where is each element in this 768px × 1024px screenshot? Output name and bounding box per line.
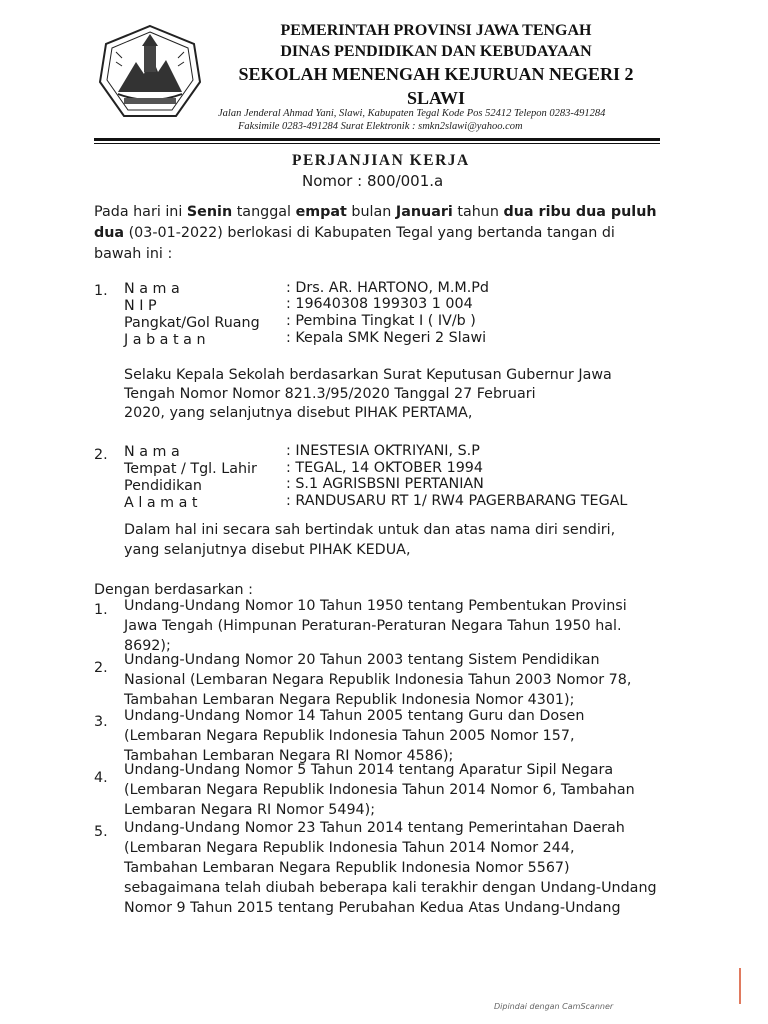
letterhead-rule-thick: [94, 138, 660, 141]
document-number: Nomor : 800/001.a: [302, 172, 444, 190]
basis-item-3-number: 3.: [94, 714, 108, 730]
basis-item-1-line: 8692);: [124, 638, 171, 654]
intro-text: tanggal: [232, 204, 296, 220]
basis-item-5-line: sebagaimana telah diubah beberapa kali terakhir dengan Undang-Undang: [124, 880, 657, 896]
basis-item-3-line: Tambahan Lembaran Negara RI Nomor 4586);: [124, 748, 454, 764]
intro-text: tahun: [452, 204, 504, 220]
scan-edge-mark: [739, 968, 741, 1004]
basis-item-5-line: Undang-Undang Nomor 23 Tahun 2014 tentang Pemerintahan Daerah: [124, 820, 625, 836]
party1-value-rank: : Pembina Tingkat I ( IV/b ): [286, 313, 476, 329]
party1-value-nip: : 19640308 199303 1 004: [286, 296, 473, 312]
basis-item-2-line: Undang-Undang Nomor 20 Tahun 2003 tentang Sistem Pendidikan: [124, 652, 600, 668]
document-title: PERJANJIAN KERJA: [292, 152, 470, 169]
basis-item-2-line: Tambahan Lembaran Negara Republik Indonesia Nomor 4301);: [124, 692, 575, 708]
party2-label-education: Pendidikan: [124, 478, 202, 494]
party1-desc-3: 2020, yang selanjutnya disebut PIHAK PERTAMA,: [124, 405, 473, 421]
basis-item-5-number: 5.: [94, 824, 108, 840]
intro-text: bulan: [346, 204, 396, 220]
intro-text: (03-01-2022) berlokasi di Kabupaten Tegal yang bertanda tangan di: [124, 225, 615, 241]
basis-item-4-line: Undang-Undang Nomor 5 Tahun 2014 tentang Aparatur Sipil Negara: [124, 762, 614, 778]
party1-desc-2: Tengah Nomor Nomor 821.3/95/2020 Tanggal 27 Februari: [124, 386, 536, 402]
basis-item-1-line: Undang-Undang Nomor 10 Tahun 1950 tentang Pembentukan Provinsi: [124, 598, 627, 614]
basis-item-2-number: 2.: [94, 660, 108, 676]
intro-year: dua ribu dua puluh: [503, 204, 657, 220]
basis-heading: Dengan berdasarkan :: [94, 582, 253, 598]
party2-desc-1: Dalam hal ini secara sah bertindak untuk dan atas nama diri sendiri,: [124, 522, 616, 538]
basis-item-5-line: (Lembaran Negara Republik Indonesia Tahun 2014 Nomor 244,: [124, 840, 575, 856]
party2-label-birth: Tempat / Tgl. Lahir: [124, 461, 257, 477]
basis-item-5-line: Nomor 9 Tahun 2015 tentang Perubahan Kedua Atas Undang-Undang: [124, 900, 621, 916]
intro-text: Pada hari ini: [94, 204, 187, 220]
letterhead-line-3: SEKOLAH MENENGAH KEJURUAN NEGERI 2: [238, 64, 634, 84]
party2-value-name: : INESTESIA OKTRIYANI, S.P: [286, 443, 480, 459]
party1-value-position: : Kepala SMK Negeri 2 Slawi: [286, 330, 487, 346]
party2-value-address: : RANDUSARU RT 1/ RW4 PAGERBARANG TEGAL: [286, 493, 628, 509]
letterhead-line-1: PEMERINTAH PROVINSI JAWA TENGAH: [280, 22, 592, 39]
party2-label-name: N a m a: [124, 444, 180, 460]
party2-value-education: : S.1 AGRISBSNI PERTANIAN: [286, 476, 484, 492]
party1-label-position: J a b a t a n: [124, 332, 206, 348]
party1-desc-1: Selaku Kepala Sekolah berdasarkan Surat Keputusan Gubernur Jawa: [124, 367, 612, 383]
party2-value-birth: : TEGAL, 14 OKTOBER 1994: [286, 460, 483, 476]
party1-value-name: : Drs. AR. HARTONO, M.M.Pd: [286, 280, 489, 296]
intro-line-2: [94, 225, 615, 241]
basis-item-4-line: (Lembaran Negara Republik Indonesia Tahun 2014 Nomor 6, Tambahan: [124, 782, 635, 798]
basis-item-1-number: 1.: [94, 602, 108, 618]
letterhead-rule-thin: [94, 143, 660, 144]
party2-label-address: A l a m a t: [124, 495, 198, 511]
party2-number: 2.: [94, 447, 108, 463]
party1-label-name: N a m a: [124, 281, 180, 297]
intro-line-1: [94, 204, 657, 220]
basis-item-5-line: Tambahan Lembaran Negara Republik Indonesia Nomor 5567): [124, 860, 570, 876]
intro-line-3: bawah ini :: [94, 246, 173, 262]
basis-item-4-number: 4.: [94, 770, 108, 786]
letterhead: [216, 20, 656, 110]
basis-item-2-line: Nasional (Lembaran Negara Republik Indonesia Tahun 2003 Nomor 78,: [124, 672, 632, 688]
party1-label-rank: Pangkat/Gol Ruang: [124, 315, 260, 331]
jawa-tengah-emblem-icon: [96, 22, 204, 124]
letterhead-address-2: Faksimile 0283-491284 Surat Elektronik : smkn2slawi@yahoo.com: [238, 121, 523, 132]
basis-item-4-line: Lembaran Negara RI Nomor 5494);: [124, 802, 376, 818]
letterhead-line-2: DINAS PENDIDIKAN DAN KEBUDAYAAN: [280, 43, 592, 60]
scanner-watermark: Dipindai dengan CamScanner: [494, 1002, 614, 1011]
basis-item-3-line: Undang-Undang Nomor 14 Tahun 2005 tentang Guru dan Dosen: [124, 708, 585, 724]
party1-number: 1.: [94, 283, 108, 299]
party1-label-nip: N I P: [124, 298, 157, 314]
basis-item-3-line: (Lembaran Negara Republik Indonesia Tahun 2005 Nomor 157,: [124, 728, 575, 744]
intro-day: Senin: [186, 204, 233, 220]
intro-year-end: dua: [94, 225, 125, 241]
party2-desc-2: yang selanjutnya disebut PIHAK KEDUA,: [124, 542, 411, 558]
intro-month: Januari: [395, 204, 453, 220]
letterhead-address-1: Jalan Jenderal Ahmad Yani, Slawi, Kabupaten Tegal Kode Pos 52412 Telepon 0283-491284: [218, 108, 606, 119]
basis-item-1-line: Jawa Tengah (Himpunan Peraturan-Peraturan Negara Tahun 1950 hal.: [124, 618, 622, 634]
letterhead-line-4: SLAWI: [406, 88, 466, 108]
intro-date: empat: [295, 204, 347, 220]
